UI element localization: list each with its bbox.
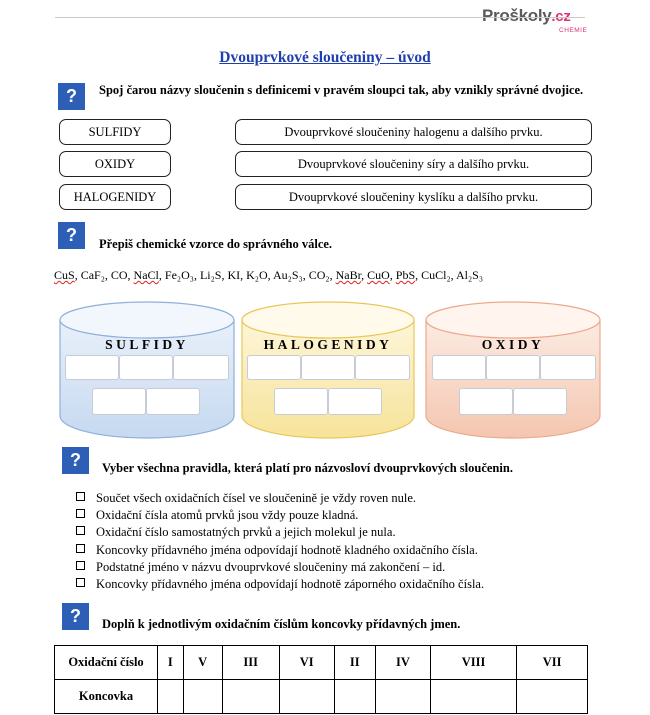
numeral-cell: II	[334, 646, 375, 680]
sulfidy-slot[interactable]	[119, 355, 173, 380]
barrel-label-oxidy: OXIDY	[481, 337, 545, 352]
task1-instruction: Spoj čarou názvy sloučenin s definicemi v pravém sloupci tak, aby vznikly správné dvojice.	[99, 83, 584, 97]
formula-item: NaBr	[335, 268, 362, 282]
sulfidy-slot[interactable]	[92, 388, 146, 415]
page-title: Dvouprvkové sloučeniny – úvod	[219, 49, 431, 66]
rule-text: Oxidační číslo samostatných prvků a jejich molekul je nula.	[96, 525, 396, 540]
checkbox[interactable]	[76, 509, 85, 518]
formula-item: Li₂S	[199, 268, 222, 282]
ending-input-cell[interactable]	[158, 680, 184, 714]
rule-item[interactable]	[76, 576, 484, 593]
ending-input-cell[interactable]	[430, 680, 516, 714]
rule-item[interactable]	[76, 507, 484, 524]
name-oxidy[interactable]: OXIDY	[59, 151, 171, 177]
header-divider	[55, 17, 585, 18]
numeral-cell: VII	[517, 646, 588, 680]
task4-instruction: Doplň k jednotlivým oxidačním číslům koncovky přídavných jmen.	[102, 617, 461, 631]
halogenidy-slot[interactable]	[328, 388, 382, 415]
formula-item: CuS	[54, 268, 75, 282]
formula-item: CuCl₂	[421, 268, 451, 282]
rule-item[interactable]	[76, 559, 484, 576]
rule-text: Koncovky přídavného jména odpovídají hodnotě záporného oxidačního čísla.	[96, 577, 485, 592]
sulfidy-slot[interactable]	[65, 355, 119, 380]
barrel-label-halogenidy: HALOGENIDY	[263, 337, 393, 352]
formula-list: CuS, CaF₂, CO, NaCl, Fe₂O₃, Li₂S, KI, K₂O, Au₂S₃, CO₂, NaBr, CuO, PbS, CuCl₂, Al₂S₃	[54, 268, 484, 282]
name-sulfidy[interactable]: SULFIDY	[59, 119, 171, 145]
rule-text: Součet všech oxidačních čísel ve sloučenině je vždy roven nule.	[96, 491, 417, 505]
rule-item[interactable]	[76, 524, 484, 541]
formula-item: CO₂	[308, 268, 330, 282]
definition-kysliku[interactable]: Dvouprvkové sloučeniny kyslíku a dalšího prvku.	[235, 184, 592, 210]
oxidy-slot[interactable]	[513, 388, 567, 415]
checkbox[interactable]	[76, 561, 85, 570]
formula-item: NaCl	[133, 268, 159, 282]
formula-item: CuO	[367, 268, 390, 282]
halogenidy-slot[interactable]	[301, 355, 355, 380]
halogenidy-slot[interactable]	[247, 355, 301, 380]
table-row	[55, 646, 588, 680]
halogenidy-slot[interactable]	[274, 388, 328, 415]
ending-input-cell[interactable]	[279, 680, 334, 714]
table-row	[55, 680, 588, 714]
formula-item: KI	[227, 268, 241, 282]
sulfidy-slot[interactable]	[146, 388, 200, 415]
ending-input-cell[interactable]	[334, 680, 375, 714]
task2-instruction: Přepiš chemické vzorce do správného válce.	[99, 237, 333, 251]
numeral-cell: VIII	[430, 646, 516, 680]
oxidy-slot[interactable]	[432, 355, 486, 380]
numeral-cell: IV	[375, 646, 430, 680]
numeral-cell: I	[158, 646, 184, 680]
sulfidy-slot[interactable]	[173, 355, 229, 380]
ending-input-cell[interactable]	[222, 680, 279, 714]
logo-brand: Proškoly	[482, 6, 552, 25]
rule-text: Oxidační čísla atomů prvků jsou vždy pouze kladná.	[96, 508, 359, 523]
formula-item: CO	[110, 268, 128, 282]
formula-item: Fe₂O₃	[164, 268, 194, 282]
numeral-cell: V	[183, 646, 222, 680]
rule-item[interactable]	[76, 542, 484, 559]
formula-item: CaF₂	[80, 268, 105, 282]
rule-text: Podstatné jméno v názvu dvouprvkové sloučeniny má zakončení – id.	[96, 559, 446, 574]
task3-instruction: Vyber všechna pravidla, která platí pro názvosloví dvouprvkových sloučenin.	[102, 461, 513, 475]
oxidy-slot[interactable]	[459, 388, 513, 415]
question-badge-2: ?	[58, 222, 85, 249]
proskoly-logo	[482, 6, 588, 34]
logo-subtitle: CHEMIE	[559, 27, 588, 34]
checkbox[interactable]	[76, 526, 85, 535]
logo-tld: .cz	[551, 8, 571, 25]
formula-item: PbS	[395, 268, 416, 282]
formula-item: Au₂S₃	[273, 268, 303, 282]
definition-siry[interactable]: Dvouprvkové sloučeniny síry a dalšího prvku.	[235, 151, 592, 177]
question-badge-1: ?	[58, 83, 85, 110]
ending-input-cell[interactable]	[183, 680, 222, 714]
numeral-cell: VI	[279, 646, 334, 680]
rule-text: Koncovky přídavného jména odpovídají hodnotě kladného oxidačního čísla.	[96, 542, 478, 557]
rule-item[interactable]	[76, 490, 484, 507]
barrel-label-sulfidy: SULFIDY	[105, 337, 189, 352]
checkbox[interactable]	[76, 544, 85, 553]
row-header-ending: Koncovka	[55, 680, 158, 714]
formula-item: Al₂S₃	[456, 268, 484, 282]
ending-input-cell[interactable]	[375, 680, 430, 714]
oxidation-table	[54, 645, 588, 714]
checkbox[interactable]	[76, 492, 85, 501]
oxidy-slot[interactable]	[540, 355, 596, 380]
question-badge-3: ?	[62, 447, 89, 474]
definition-halogenu[interactable]: Dvouprvkové sloučeniny halogenu a dalšího prvku.	[235, 119, 592, 145]
ending-input-cell[interactable]	[517, 680, 588, 714]
numeral-cell: III	[222, 646, 279, 680]
name-halogenidy[interactable]: HALOGENIDY	[59, 184, 171, 210]
row-header-oxidation: Oxidační číslo	[55, 646, 158, 680]
question-badge-4: ?	[62, 603, 89, 630]
halogenidy-slot[interactable]	[355, 355, 410, 380]
oxidy-slot[interactable]	[486, 355, 540, 380]
formula-item: K₂O	[246, 268, 268, 282]
checkbox[interactable]	[76, 578, 85, 587]
rules-list	[76, 490, 484, 593]
